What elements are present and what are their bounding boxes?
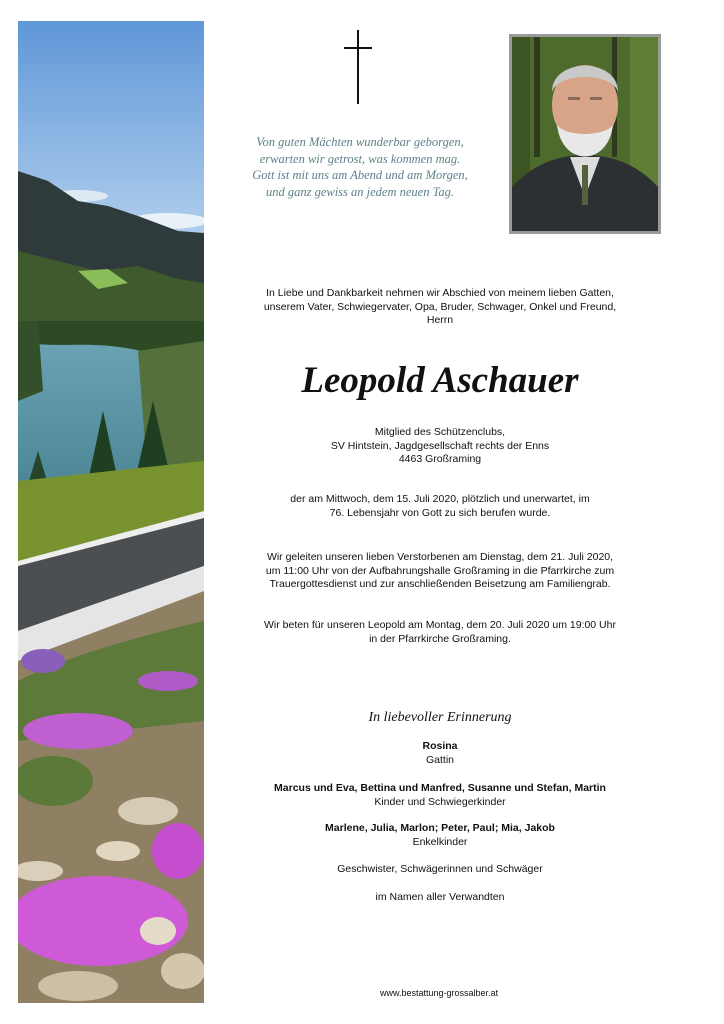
mourner-relation: Kinder und Schwiegerkinder bbox=[374, 795, 506, 808]
poem-line: Von guten Mächten wunderbar geborgen, bbox=[256, 135, 464, 149]
death-notice-line: 76. Lebensjahr von Gott zu sich berufen wurde. bbox=[329, 506, 551, 519]
cross-icon bbox=[343, 30, 373, 104]
mourner-relation: Enkelkinder bbox=[412, 835, 468, 848]
affiliation-text bbox=[220, 426, 660, 467]
website-link[interactable]: www.bestattung-grossalber.at bbox=[380, 988, 499, 998]
mourner-names: Marlene, Julia, Marlon; Peter, Paul; Mia, Jakob bbox=[325, 822, 555, 834]
mourner-group bbox=[220, 740, 660, 767]
funeral-line: Wir geleiten unseren lieben Verstorbenen am Dienstag, dem 21. Juli 2020, bbox=[266, 551, 614, 563]
prayer-text bbox=[220, 619, 660, 646]
affiliation-line: 4463 Großraming bbox=[398, 453, 482, 465]
portrait-photo bbox=[509, 34, 661, 234]
affiliation-line: SV Hintstein, Jagdgesellschaft rechts der Enns bbox=[330, 439, 550, 452]
mourner-group bbox=[220, 822, 660, 849]
mourner-names: Marcus und Eva, Bettina und Manfred, Susanne und Stefan, Martin bbox=[274, 782, 606, 794]
mourner-group bbox=[220, 782, 660, 809]
death-notice bbox=[220, 493, 660, 520]
poem-line: und ganz gewiss an jedem neuen Tag. bbox=[265, 184, 455, 199]
relatives-text: im Namen aller Verwandten bbox=[375, 891, 505, 903]
poem-line: erwarten wir getrost, was kommen mag. bbox=[259, 151, 461, 166]
siblings-text: Geschwister, Schwägerinnen und Schwäger bbox=[337, 863, 543, 875]
poem-line: Gott ist mit uns am Abend und am Morgen, bbox=[252, 168, 468, 182]
mourner-names: Rosina bbox=[422, 740, 458, 752]
memory-heading bbox=[220, 709, 660, 727]
memory-heading-text: In liebevoller Erinnerung bbox=[368, 710, 512, 725]
funeral-line: Trauergottesdienst und zur anschließenden Beisetzung am Familiengrab. bbox=[269, 578, 611, 590]
landscape-image bbox=[18, 21, 204, 1003]
funeral-text bbox=[220, 551, 660, 592]
intro-line: Herrn bbox=[426, 314, 454, 326]
intro-text bbox=[220, 287, 660, 328]
poem bbox=[210, 134, 510, 200]
prayer-line: in der Pfarrkirche Großraming. bbox=[369, 632, 511, 645]
prayer-line: Wir beten für unseren Leopold am Montag, dem 20. Juli 2020 um 19:00 Uhr bbox=[264, 619, 616, 631]
deceased-name: Leopold Aschauer bbox=[301, 360, 579, 401]
mourner-relation: Gattin bbox=[425, 753, 454, 766]
affiliation-line: Mitglied des Schützenclubs, bbox=[374, 426, 506, 438]
intro-line: unserem Vater, Schwiegervater, Opa, Bruder, Schwager, Onkel und Freund, bbox=[263, 300, 617, 313]
death-notice-line: der am Mittwoch, dem 15. Juli 2020, plötzlich und unerwartet, im bbox=[290, 493, 590, 505]
intro-line: In Liebe und Dankbarkeit nehmen wir Abschied von meinem lieben Gatten, bbox=[266, 287, 614, 299]
funeral-line: um 11:00 Uhr von der Aufbahrungshalle Großraming in die Pfarrkirche zum bbox=[265, 564, 615, 577]
